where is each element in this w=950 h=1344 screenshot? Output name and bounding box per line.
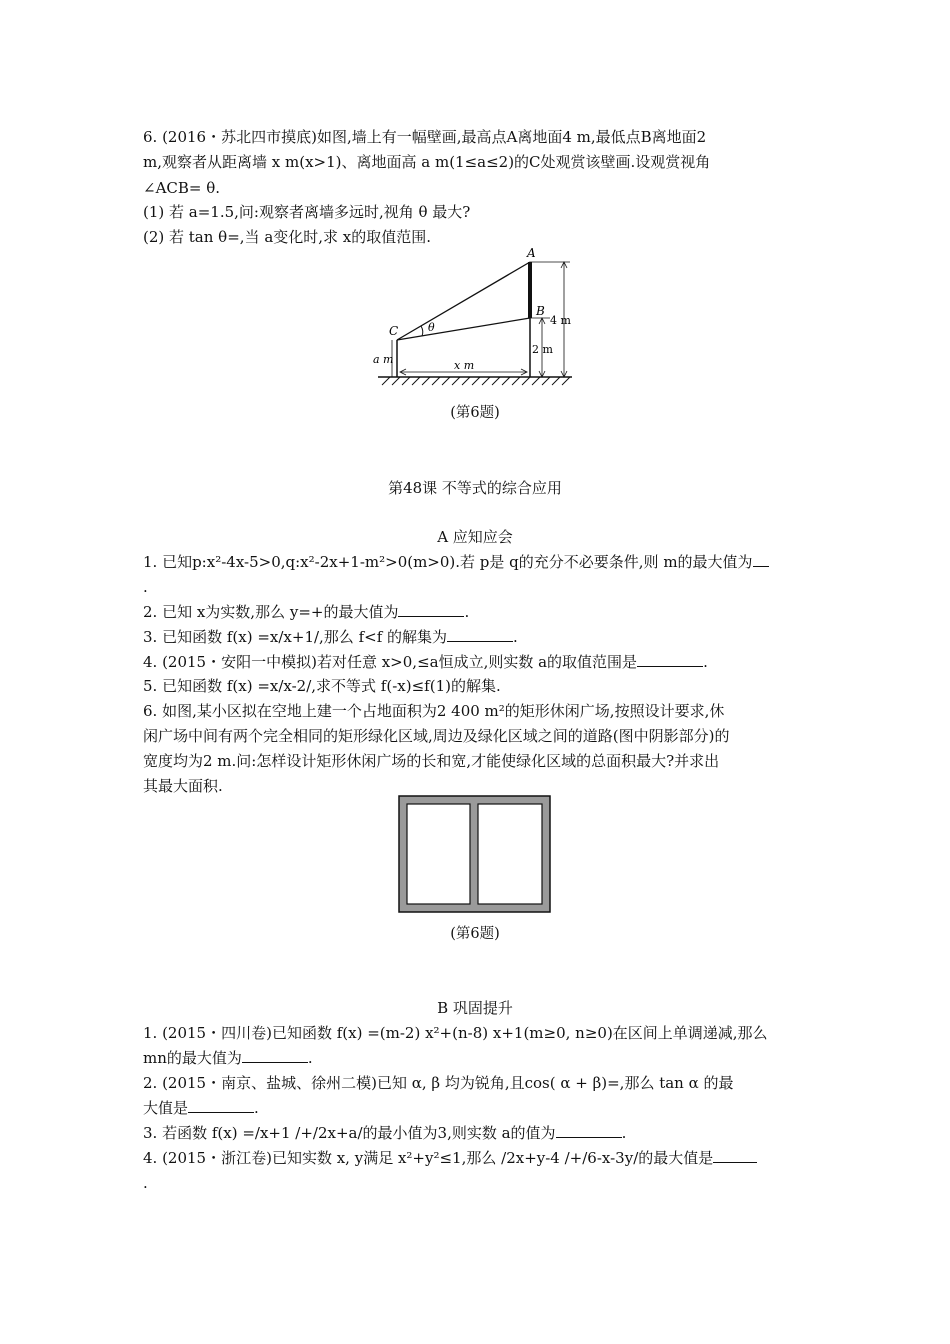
- lesson-title: 第48课 不等式的综合应用: [388, 479, 562, 497]
- label-distance-x: x m: [454, 359, 475, 372]
- problem6-line2: m,观察者从距离墙 x m(x>1)、离地面高 a m(1≤a≤2)的C处观赏该壁画.设观赏视角: [143, 153, 711, 171]
- section-b-item: .: [143, 1174, 148, 1192]
- section-b-item: 2. (2015・南京、盐城、徐州二模)已知 α, β 均为锐角,且cos( α + β)=,那么 tan α 的最: [143, 1074, 734, 1092]
- section-a-item: 5. 已知函数 f(x) =x/x-2/,求不等式 f(-x)≤f(1)的解集.: [143, 677, 501, 695]
- section-a-item: 宽度均为2 m.问:怎样设计矩形休闲广场的长和宽,才能使绿化区域的总面积最大?并求出: [143, 752, 720, 770]
- problem6-question2: (2) 若 tan θ=,当 a变化时,求 x的取值范围.: [143, 228, 432, 246]
- label-point-c: C: [389, 324, 399, 338]
- label-height-a: a m: [373, 353, 394, 366]
- label-theta: θ: [428, 321, 435, 334]
- section-a-item: .: [143, 578, 148, 596]
- figure-caption: (第6题): [450, 405, 500, 421]
- label-point-b: B: [536, 304, 545, 318]
- section-b-title: B 巩固提升: [437, 999, 513, 1017]
- problem6-question1: (1) 若 a=1.5,问:观察者离墙多远时,视角 θ 最大?: [143, 203, 471, 221]
- label-height-4m: 4 m: [550, 314, 571, 327]
- label-point-a: A: [527, 246, 536, 260]
- label-height-2m: 2 m: [532, 343, 553, 356]
- section-b-item: 1. (2015・四川卷)已知函数 f(x) =(m-2) x²+(n-8) x+1(m≥0, n≥0)在区间上单调递减,那么: [143, 1024, 768, 1042]
- section-a-item: 4. (2015・安阳一中模拟)若对任意 x>0,≤a恒成立,则实数 a的取值范围是 .: [143, 653, 708, 671]
- section-a-item: 闲广场中间有两个完全相同的矩形绿化区域,周边及绿化区域之间的道路(图中阴影部分)的: [143, 727, 730, 745]
- section-b-item: 4. (2015・浙江卷)已知实数 x, y满足 x²+y²≤1,那么 /2x+y-4 /+/6-x-3y/的最大值是: [143, 1148, 757, 1168]
- mural-angle-figure: [370, 245, 580, 390]
- plaza-figure: [398, 795, 552, 914]
- figure-caption: (第6题): [450, 926, 500, 942]
- section-a-item: 3. 已知函数 f(x) =x/x+1/,那么 f<f 的解集为 .: [143, 628, 518, 646]
- section-a-item: 1. 已知p:x²-4x-5>0,q:x²-2x+1-m²>0(m>0).若 p是 q的充分不必要条件,则 m的最大值为: [143, 552, 769, 572]
- section-b-item: 大值是 .: [143, 1099, 259, 1117]
- section-a-item: 其最大面积.: [143, 777, 223, 795]
- problem6-line1: 6. (2016・苏北四市摸底)如图,墙上有一幅壁画,最高点A离地面4 m,最低点B离地面2: [143, 128, 707, 146]
- section-a-item: 6. 如图,某小区拟在空地上建一个占地面积为2 400 m²的矩形休闲广场,按照设计要求,休: [143, 702, 725, 720]
- section-b-item: mn的最大值为 .: [143, 1049, 313, 1067]
- section-a-item: 2. 已知 x为实数,那么 y=+的最大值为 .: [143, 603, 470, 621]
- problem6-line3: ∠ACB= θ.: [143, 179, 221, 197]
- section-b-item: 3. 若函数 f(x) =/x+1 /+/2x+a/的最小值为3,则实数 a的值为 .: [143, 1124, 627, 1142]
- section-a-title: A 应知应会: [437, 528, 513, 546]
